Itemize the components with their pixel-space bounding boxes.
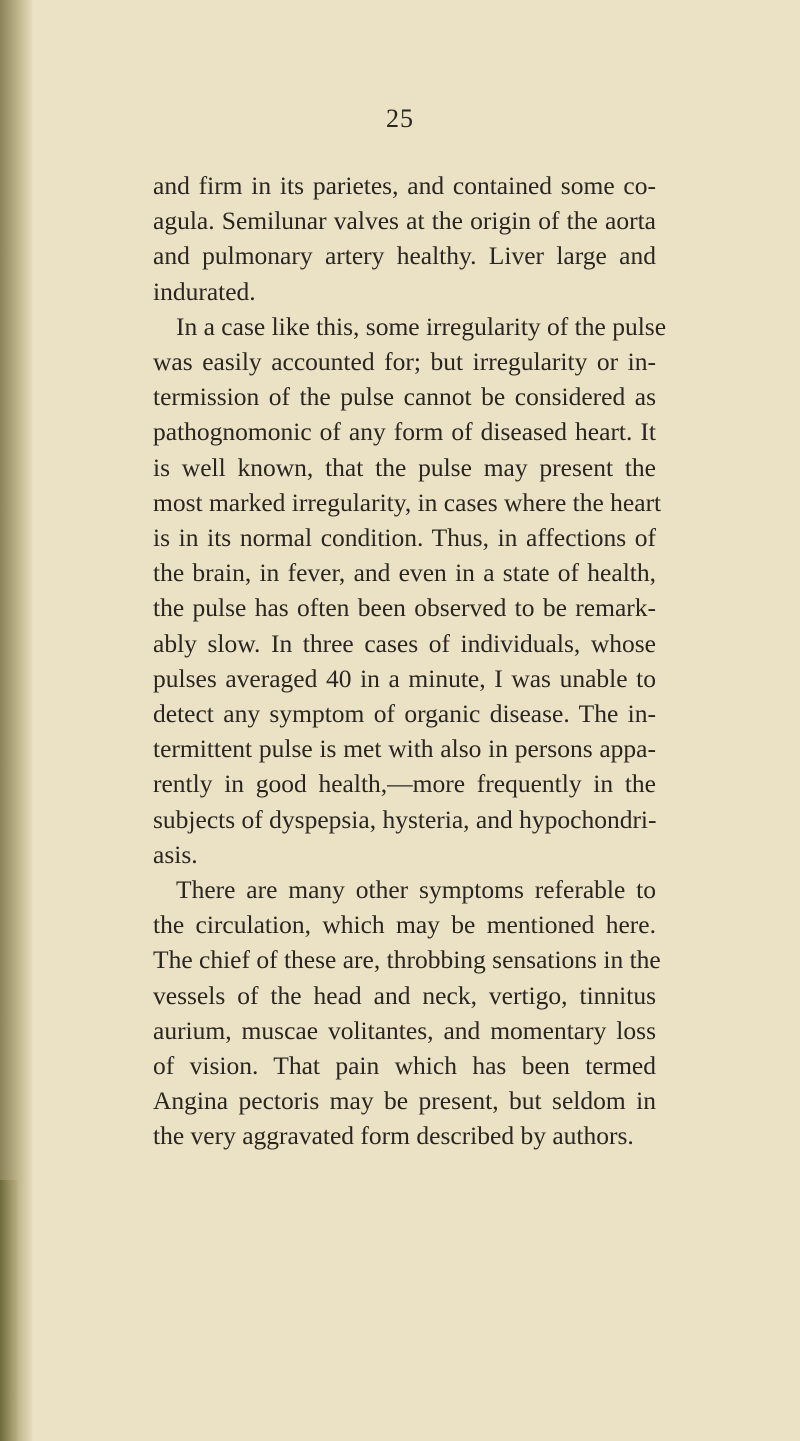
text-line: termittent pulse is met with also in persons appa- [153, 734, 656, 764]
text-line: aurium, muscae volitantes, and momentary loss [153, 1015, 656, 1045]
text-line: subjects of dyspepsia, hysteria, and hypochondri- [153, 804, 657, 834]
page-number: 25 [386, 104, 414, 133]
text-line: the brain, in fever, and even in a state of health, [153, 558, 656, 588]
text-line: agula. Semilunar valves at the origin of the aorta [153, 206, 656, 236]
text-line: vessels of the head and neck, vertigo, tinnitus [153, 980, 656, 1010]
text-line: pathognomonic of any form of diseased heart. It [153, 417, 656, 447]
text-line: was easily accounted for; but irregularity or in- [153, 347, 656, 377]
text-line: rently in good health,—more frequently in the [153, 769, 656, 799]
text-line: the very aggravated form described by authors. [153, 1121, 634, 1151]
text-line: and pulmonary artery healthy. Liver large and [153, 241, 656, 271]
text-line: the pulse has often been observed to be remark- [153, 593, 656, 623]
text-line: asis. [153, 839, 198, 869]
text-line: of vision. That pain which has been termed [153, 1051, 656, 1081]
text-line: pulses averaged 40 in a minute, I was unable to [153, 663, 656, 693]
text-line: most marked irregularity, in cases where the heart [153, 487, 662, 517]
text-line: Angina pectoris may be present, but seldom in [153, 1086, 656, 1116]
text-line: and firm in its parietes, and contained some co- [153, 171, 656, 200]
text-line: termission of the pulse cannot be considered as [153, 382, 656, 412]
body-text [153, 168, 667, 1154]
text-line: ably slow. In three cases of individuals, whose [153, 628, 656, 658]
text-line: detect any symptom of organic disease. The in- [153, 699, 656, 729]
text-line: the circulation, which may be mentioned here. [153, 910, 656, 940]
page-edge-shadow-lower [0, 1180, 18, 1441]
text-line: The chief of these are, throbbing sensations in the [153, 945, 661, 975]
text-line: In a case like this, some irregularity of the pulse [176, 311, 667, 341]
text-line: is in its normal condition. Thus, in affections of [153, 523, 656, 553]
text-line: indurated. [153, 276, 256, 306]
text-line: is well known, that the pulse may present the [153, 452, 656, 482]
text-line: There are many other symptoms referable to [176, 875, 656, 905]
